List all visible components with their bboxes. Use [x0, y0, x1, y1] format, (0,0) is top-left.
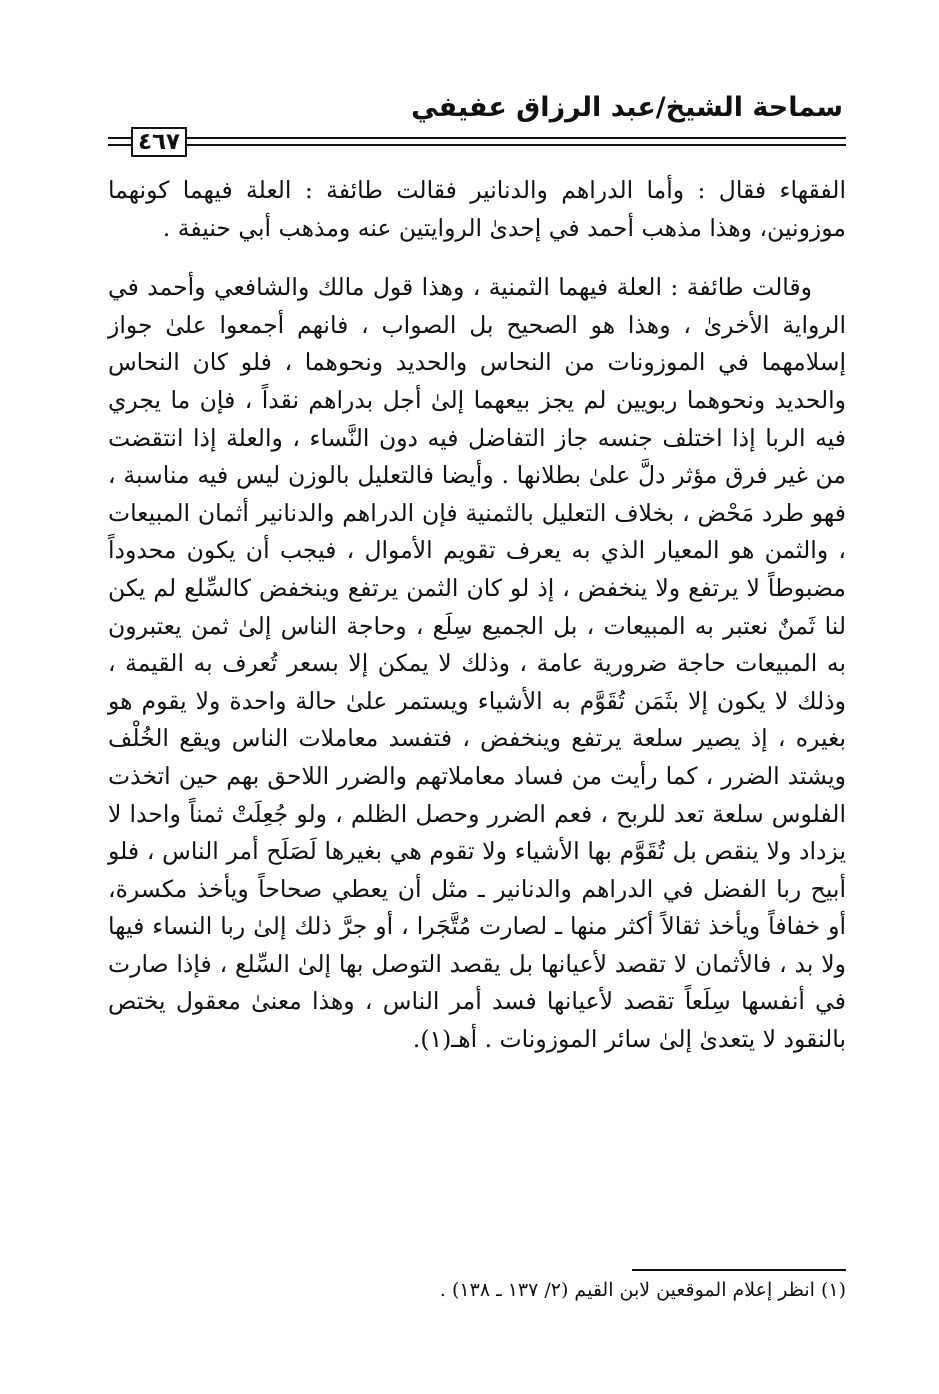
- header-rule-left: [108, 137, 132, 146]
- footnote-separator: [632, 1269, 846, 1271]
- header-rule: [186, 137, 846, 146]
- body-text: [108, 172, 846, 1059]
- paragraph: وقالت طائفة : العلة فيهما الثمنية ، وهذا قول مالك والشافعي وأحمد في الرواية الأخرىٰ ، وهذا هو الصحيح بل الصواب ، فانهم أجمعوا علىٰ جواز إسلامهما في الموزونات من النحاس والحديد ونحوهما ، فلو كان النحاس والحديد ونحوهما ربويين لم يجز بيعهما إلىٰ أجل بدراهم نقداً ، فإن ما يجري فيه الربا إذا اختلف جنسه جاز التفاضل فيه دون النَّساء ، والعلة إذا انتقضت من غير فرق مؤثر دلَّ علىٰ بطلانها . وأيضا فالتعليل بالوزن ليس فيه مناسبة ، فهو طرد مَحْض ، بخلاف التعليل بالثمنية فإن الدراهم والدنانير أثمان المبيعات ، والثمن هو المعيار الذي به يعرف تقويم الأموال ، فيجب أن يكون محدوداً مضبوطاً لا يرتفع ولا ينخفض ، إذ لو كان الثمن يرتفع وينخفض كالسِّلع لم يكن لنا ثَمنٌ نعتبر به المبيعات ، بل الجميع سِلَع ، وحاجة الناس إلىٰ ثمن يعتبرون به المبيعات حاجة ضرورية عامة ، وذلك لا يمكن إلا بسعر تُعرف به القيمة ، وذلك لا يكون إلا بثَمَن تُقَوَّم به الأشياء ويستمر علىٰ حالة واحدة ولا يقوم هو بغيره ، إذ يصير سلعة يرتفع وينخفض ، فتفسد معاملات الناس ويقع الخُلْف ويشتد الضرر ، كما رأيت من فساد معاملاتهم والضرر اللاحق بهم حين اتخذت الفلوس سلعة تعد للربح ، فعم الضرر وحصل الظلم ، ولو جُعِلَتْ ثمناً واحدا لا يزداد ولا ينقص بل تُقَوَّم بها الأشياء ولا تقوم هي بغيرها لَصَلَح أمر الناس ، فلو أبيح ربا الفضل في الدراهم والدنانير ـ مثل أن يعطي صحاحاً ويأخذ مكسرة، أو خفافاً ويأخذ ثقالاً أكثر منها ـ لصارت مُتَّجَرا ، أو جرَّ ذلك إلىٰ ربا النساء فيها ولا بد ، فالأثمان لا تقصد لأعيانها بل يقصد التوصل بها إلىٰ السِّلع ، فإذا صارت في أنفسها سِلَعاً تقصد لأعيانها فسد أمر الناس ، وهذا معنىٰ معقول يختص بالنقود لا يتعدىٰ إلىٰ سائر الموزونات . أهـ(١).: [108, 273, 846, 1054]
- page-number: ٤٦٧: [131, 127, 187, 157]
- running-header-title: سماحة الشيخ/عبد الرزاق عفيفي: [411, 92, 843, 123]
- footnote: (١) انظر إعلام الموقعين لابن القيم (٢/ ١٣٧ ـ ١٣٨) .: [439, 1279, 846, 1301]
- paragraph: الفقهاء فقال : وأما الدراهم والدنانير فقالت طائفة : العلة فيهما كونهما موزونين، وهذا مذهب أحمد في إحدىٰ الروايتين عنه ومذهب أبي حنيفة .: [108, 176, 846, 242]
